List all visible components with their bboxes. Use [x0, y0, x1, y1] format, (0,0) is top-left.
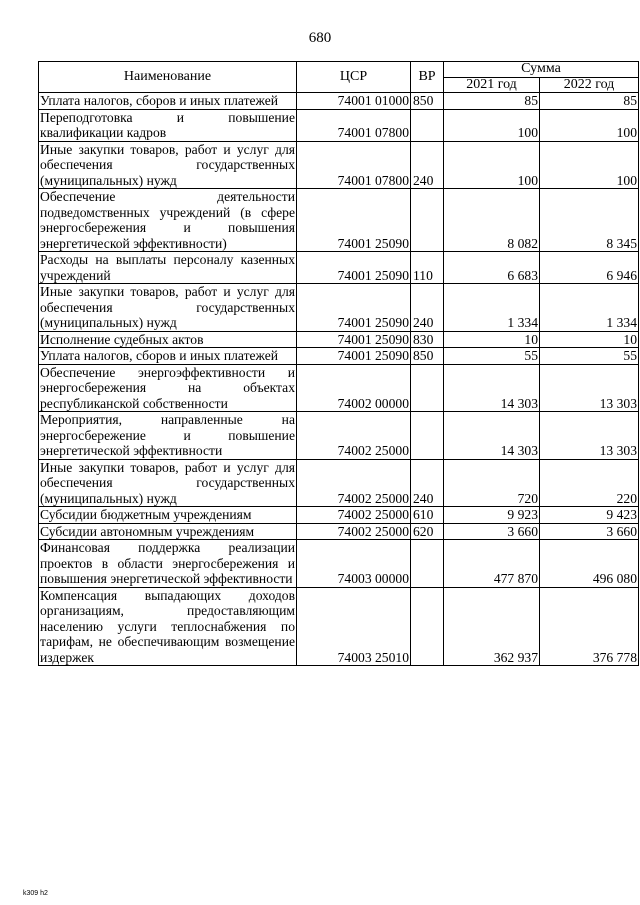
- row-csr: 74001 25090: [297, 189, 411, 252]
- row-name: Обеспечение деятельности подведомственных учреждений (в сфере энергосбережения и повышения энергетической эффективности): [40, 189, 295, 251]
- column-header-2021: 2021 год: [444, 77, 540, 93]
- row-csr: 74002 25000: [297, 523, 411, 540]
- table-row: [39, 331, 639, 348]
- row-amount-2021: 100: [444, 109, 540, 141]
- page-number: 680: [308, 30, 332, 46]
- table-body: [39, 93, 639, 666]
- row-amount-2022: 13 303: [540, 412, 639, 460]
- row-vr: [411, 412, 444, 460]
- column-header-csr: ЦСР: [297, 62, 411, 93]
- row-amount-2021: 55: [444, 348, 540, 365]
- table-row: [39, 540, 639, 588]
- row-csr: 74001 25090: [297, 331, 411, 348]
- row-name: Субсидии автономным учреждениям: [39, 523, 297, 540]
- row-csr: 74001 25090: [297, 284, 411, 332]
- row-vr: 240: [411, 141, 444, 189]
- row-name: Субсидии бюджетным учреждениям: [39, 507, 297, 524]
- row-amount-2022: 100: [540, 109, 639, 141]
- table-row: [39, 141, 639, 189]
- row-vr: 850: [411, 93, 444, 110]
- row-vr: [411, 189, 444, 252]
- row-name: Расходы на выплаты персоналу казенных учреждений: [40, 252, 295, 283]
- row-amount-2022: 376 778: [540, 587, 639, 666]
- table-row: [39, 93, 639, 110]
- row-vr: 240: [411, 284, 444, 332]
- budget-table: [38, 61, 639, 666]
- row-amount-2022: 8 345: [540, 189, 639, 252]
- row-amount-2022: 13 303: [540, 364, 639, 412]
- table-row: [39, 412, 639, 460]
- row-amount-2022: 220: [540, 459, 639, 507]
- row-amount-2021: 477 870: [444, 540, 540, 588]
- row-amount-2022: 496 080: [540, 540, 639, 588]
- table-row: [39, 364, 639, 412]
- table-row: [39, 523, 639, 540]
- row-vr: 620: [411, 523, 444, 540]
- row-vr: 610: [411, 507, 444, 524]
- row-amount-2022: 10: [540, 331, 639, 348]
- column-header-2022: 2022 год: [540, 77, 639, 93]
- row-csr: 74001 25090: [297, 348, 411, 365]
- table-row: [39, 284, 639, 332]
- column-header-name: Наименование: [39, 62, 297, 93]
- table-row: [39, 587, 639, 666]
- table-row: [39, 459, 639, 507]
- row-csr: 74002 25000: [297, 507, 411, 524]
- row-name: Иные закупки товаров, работ и услуг для обеспечения государственных (муниципальных) нужд: [40, 141, 295, 188]
- row-csr: 74002 25000: [297, 412, 411, 460]
- row-vr: [411, 587, 444, 666]
- row-csr: 74003 00000: [297, 540, 411, 588]
- row-name: Обеспечение энергоэффективности и энергосбережения на объектах республиканской собственности: [40, 364, 295, 411]
- row-name: Переподготовка и повышение квалификации кадров: [40, 109, 295, 140]
- row-csr: 74002 25000: [297, 459, 411, 507]
- row-amount-2021: 9 923: [444, 507, 540, 524]
- row-vr: [411, 109, 444, 141]
- row-amount-2022: 3 660: [540, 523, 639, 540]
- header-row-1: [39, 62, 639, 78]
- row-amount-2021: 10: [444, 331, 540, 348]
- row-amount-2022: 100: [540, 141, 639, 189]
- row-name: Уплата налогов, сборов и иных платежей: [39, 348, 297, 365]
- row-csr: 74002 00000: [297, 364, 411, 412]
- row-vr: 110: [411, 252, 444, 284]
- row-amount-2021: 362 937: [444, 587, 540, 666]
- row-csr: 74001 25090: [297, 252, 411, 284]
- table-row: [39, 252, 639, 284]
- row-amount-2021: 6 683: [444, 252, 540, 284]
- row-name: Уплата налогов, сборов и иных платежей: [39, 93, 297, 110]
- row-vr: 830: [411, 331, 444, 348]
- row-csr: 74001 07800: [297, 141, 411, 189]
- column-header-sum: Сумма: [444, 62, 639, 78]
- row-name: Иные закупки товаров, работ и услуг для обеспечения государственных (муниципальных) нужд: [40, 284, 295, 330]
- row-amount-2021: 3 660: [444, 523, 540, 540]
- table-row: [39, 348, 639, 365]
- row-csr: 74003 25010: [297, 587, 411, 666]
- table-row: [39, 507, 639, 524]
- row-amount-2022: 85: [540, 93, 639, 110]
- footer-code: k309 h2: [23, 890, 48, 897]
- row-amount-2021: 14 303: [444, 364, 540, 412]
- table-row: [39, 109, 639, 141]
- row-csr: 74001 07800: [297, 109, 411, 141]
- row-name: Финансовая поддержка реализации проектов в области энергосбережения и повышения энергетической эффективности: [40, 540, 295, 586]
- row-amount-2022: 9 423: [540, 507, 639, 524]
- row-csr: 74001 01000: [297, 93, 411, 110]
- row-amount-2021: 14 303: [444, 412, 540, 460]
- row-vr: [411, 540, 444, 588]
- row-amount-2022: 1 334: [540, 284, 639, 332]
- table-row: [39, 189, 639, 252]
- row-vr: [411, 364, 444, 412]
- row-name: Иные закупки товаров, работ и услуг для обеспечения государственных (муниципальных) нужд: [40, 459, 295, 506]
- row-amount-2021: 8 082: [444, 189, 540, 252]
- row-name: Компенсация выпадающих доходов организациям, предоставляющим населению услуги теплоснабжения по тарифам, не обеспечивающим возмещение издержек: [40, 587, 295, 665]
- row-name: Мероприятия, направленные на энергосбережение и повышение энергетической эффективности: [40, 412, 295, 458]
- column-header-vr: ВР: [411, 62, 444, 93]
- row-vr: 850: [411, 348, 444, 365]
- row-amount-2022: 55: [540, 348, 639, 365]
- row-amount-2021: 85: [444, 93, 540, 110]
- row-vr: 240: [411, 459, 444, 507]
- row-amount-2021: 720: [444, 459, 540, 507]
- row-amount-2021: 1 334: [444, 284, 540, 332]
- row-name: Исполнение судебных актов: [39, 331, 297, 348]
- row-amount-2021: 100: [444, 141, 540, 189]
- row-amount-2022: 6 946: [540, 252, 639, 284]
